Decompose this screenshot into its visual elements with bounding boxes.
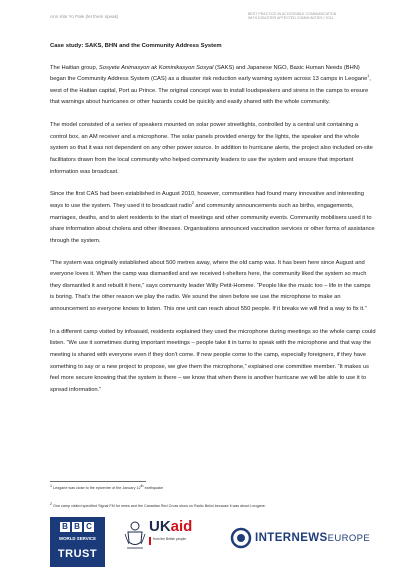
paragraph-3	[50, 189, 376, 247]
bbc-logo-line1: WORLD SERVICE	[59, 536, 96, 541]
paragraph-1-part-a: The Haitian group,	[50, 64, 99, 71]
internews-europe: EUROPE	[327, 533, 371, 544]
internews-name: INTERNEWS	[255, 532, 328, 544]
footnote-2-number: 2	[50, 502, 52, 506]
footnote-1-text-a: Leogane was close to the epicentre of the January 12	[52, 486, 141, 491]
footnote-2-text: One camp visited specified Signal FM for news and the Canadian Red Cross show on Radio Beliol because it was about Leogane.	[52, 504, 266, 509]
paragraph-4-quote: “The system was originally established about 500 metres away, where the old camp was. It has been here since August and everyone loves it. When the camp was dismantled and we received t-shelters here, the community liked the system so much they dismantled it and rebuilt it here,” says community leader Willy Petit-Homme. “People like the music too – life in the camps is boring. That’s the other reason we play the radio. We sound the siren before we use the microphone to make an announcement so everyone knows to listen. This one unit can reach about 550 people. If it breaks we will find a way to fix it.”	[50, 259, 371, 313]
footnote-1-number: 1	[50, 484, 52, 488]
footnote-1-text-b: earthquake	[143, 486, 164, 491]
footnote-divider	[50, 481, 146, 482]
ukaid-wordmark	[149, 519, 192, 535]
paragraph-3-part-b: and community announcements such as births, engagements, marriages, deaths, and to alert residents to the start of meetings and other community events. Community mobilisers used it to share information about cholera and other illnesses. Organisations announced vaccination services or other forms of assistance through the system.	[50, 202, 375, 244]
running-header-series-line1: BEST PRACTICE IN ACCESSIBLE COMMUNICATION	[248, 12, 337, 16]
internews-emblem-icon	[230, 527, 252, 549]
case-study-title: Case study: SAKS, BHN and the Community Address System	[50, 43, 222, 49]
organisation-name: Sosyete Animasyon ak Kominikasyon Sosyal	[98, 64, 214, 71]
royal-crest-icon	[124, 520, 146, 550]
footnote-2	[50, 504, 266, 509]
ukaid-aid: aid	[170, 518, 193, 535]
document-body	[50, 41, 376, 408]
paragraph-1	[50, 63, 376, 109]
paragraph-2: The model consisted of a series of speakers mounted on solar power streetlights, controlled by a central unit containing a control box, an AM receiver and a microphone. The solar panels provided energy for the lights, the speaker and the whole system so that it was not dependent on any other power source. In addition to hurricane alerts, the project also included on-site facilitators drawn from the local community who helped community leaders to use the system and ensure that important information was broadcast.	[50, 122, 373, 175]
ukaid-flag-bar	[149, 537, 151, 545]
internews-europe-logo	[230, 527, 376, 557]
bbc-letter-blocks	[60, 522, 94, 532]
running-header-series-line2: WITH DISASTER AFFECTED COMMUNITIES / 2011	[248, 16, 334, 21]
footnote-1-ordinal: th	[140, 484, 144, 488]
paragraph-1-part-c: , west of the Haitian capital, Port au Prince. The original concept was to install loudspeakers and sirens in the camps to ensure that warnings about hurricanes or other hazards could be quickly and easily shared with the whole community.	[50, 76, 371, 106]
ukaid-logo	[124, 518, 224, 566]
paragraph-3-part-a: Since the first CAS had been established in August 2010, however, communities had found many innovative and interesting ways to use the system. They used it to broadcast radio	[50, 191, 364, 209]
ukaid-uk: UK	[149, 518, 171, 535]
internews-wordmark	[255, 530, 370, 547]
footnote-ref-1[interactable]: 1	[367, 74, 370, 79]
footnote-ref-2[interactable]: 2	[191, 201, 194, 205]
paragraph-5: In a different camp visited by infoasaid, residents explained they used the microphone during meetings so the whole camp could listen. “We use it sometimes during important meetings – people take it in turns to speak with the microphone and that way the meeting is shared with everyone even if they don’t come. If new people come to the camp, especially foreigners, if they have something to say or a new project to propose, we give them the microphone,” explained one committee member. “It makes us feel more secure knowing that the system is there – we know that when there is another hurricane we will be able to use it to spread information.”	[50, 328, 376, 393]
bbc-block-b1: B	[60, 522, 70, 532]
running-header-title: Ann Kite Yo Pale (let them speak)	[50, 14, 119, 19]
bbc-world-service-trust-logo	[50, 517, 105, 567]
footnote-1	[50, 486, 163, 491]
bbc-block-b2: B	[72, 522, 82, 532]
ukaid-tagline: from the British people	[153, 537, 186, 541]
bbc-logo-trust: TRUST	[57, 548, 98, 560]
bbc-block-c: C	[84, 522, 94, 532]
paragraph-1-part-b: (SAKS) and Japanese NGO, Basic Human Needs (BHN) began the Community Address System (CAS) as a disaster risk reduction early warning system across 13 camps in Leogane	[50, 64, 368, 83]
running-header-series	[248, 12, 336, 21]
